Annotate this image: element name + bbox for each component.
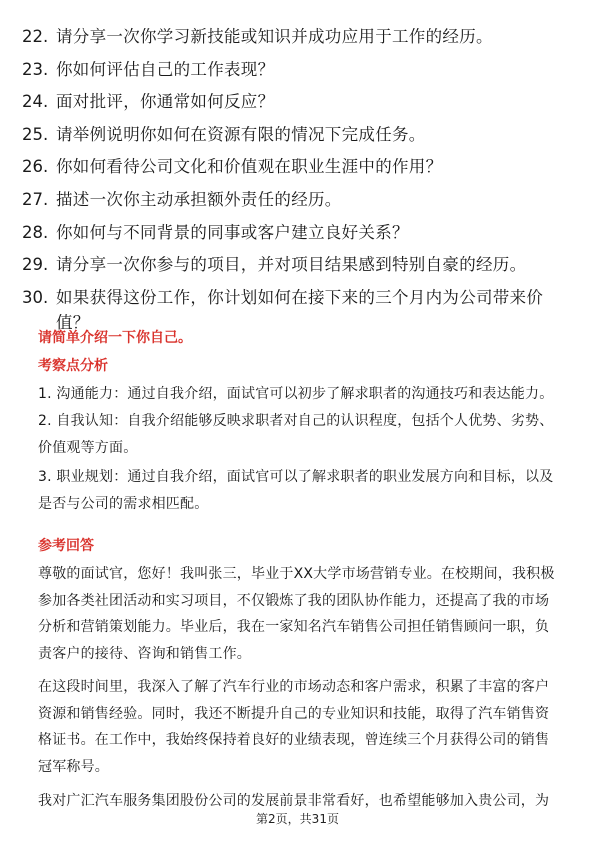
analysis-heading: 考察点分析 <box>38 358 108 374</box>
item-text: 面对批评，你通常如何反应？ <box>56 92 275 112</box>
item-number: 22. <box>22 27 49 46</box>
item-text: 如果获得这份工作，你计划如何在接下来的三个月内为公司带来价值？ <box>56 287 544 332</box>
list-item <box>22 187 572 212</box>
item-text: 你如何与不同背景的同事或客户建立良好关系？ <box>56 222 409 242</box>
answer-paragraph: 在这段时间里，我深入了解了汽车行业的市场动态和客户需求，积累了丰富的客户资源和销售经验。同时，我还不断提升自己的专业知识和技能，取得了汽车销售资格证书。在工作中，我始终保持着良好的业绩表现，曾连续三个月获得公司的销售冠军称号。 <box>38 679 550 775</box>
item-number: 26. <box>22 157 49 177</box>
item-number: 29. <box>22 255 49 275</box>
item-number: 24. <box>22 92 49 112</box>
list-item <box>22 122 572 147</box>
list-item <box>22 24 572 49</box>
analysis-item: 3. 职业规划：通过自我介绍，面试官可以了解求职者的职业发展方向和目标，以及是否与公司的需求相匹配。 <box>38 469 554 512</box>
item-text: 你如何看待公司文化和价值观在职业生涯中的作用？ <box>56 157 443 177</box>
list-item <box>22 252 572 277</box>
answer-heading: 参考回答 <box>38 538 94 554</box>
list-item <box>22 57 572 82</box>
item-text: 请分享一次你学习新技能或知识并成功应用于工作的经历。 <box>56 27 493 46</box>
item-text: 请分享一次你参与的项目，并对项目结果感到特别自豪的经历。 <box>56 255 527 275</box>
question-heading: 请简单介绍一下你自己。 <box>38 330 192 346</box>
item-number: 28. <box>22 222 49 242</box>
analysis-item: 2. 自我认知：自我介绍能够反映求职者对自己的认识程度，包括个人优势、劣势、价值观等方面。 <box>38 413 554 456</box>
answer-paragraph: 尊敬的面试官，您好！我叫张三，毕业于XX大学市场营销专业。在校期间，我积极参加各类社团活动和实习项目，不仅锻炼了我的团队协作能力，还提高了我的市场分析和营销策划能力。毕业后，我在一家知名汽车销售公司担任销售顾问一职，负责客户的接待、咨询和销售工作。 <box>38 566 555 662</box>
item-number: 25. <box>22 124 49 144</box>
question-list <box>22 24 572 342</box>
page-number: 第2页，共31页 <box>256 812 339 826</box>
answer-paragraph: 我对广汇汽车服务集团股份公司的发展前景非常看好，也希望能够加入贵公司，为 <box>38 793 550 809</box>
item-text: 描述一次你主动承担额外责任的经历。 <box>56 189 342 209</box>
item-number: 27. <box>22 189 49 209</box>
list-item <box>22 89 572 114</box>
item-number: 23. <box>22 59 49 79</box>
item-text: 你如何评估自己的工作表现？ <box>56 59 275 79</box>
list-item <box>22 220 572 245</box>
item-text: 请举例说明你如何在资源有限的情况下完成任务。 <box>56 124 426 144</box>
item-number: 30. <box>22 287 49 307</box>
analysis-item: 1. 沟通能力：通过自我介绍，面试官可以初步了解求职者的沟通技巧和表达能力。 <box>38 386 554 402</box>
list-item <box>22 154 572 179</box>
